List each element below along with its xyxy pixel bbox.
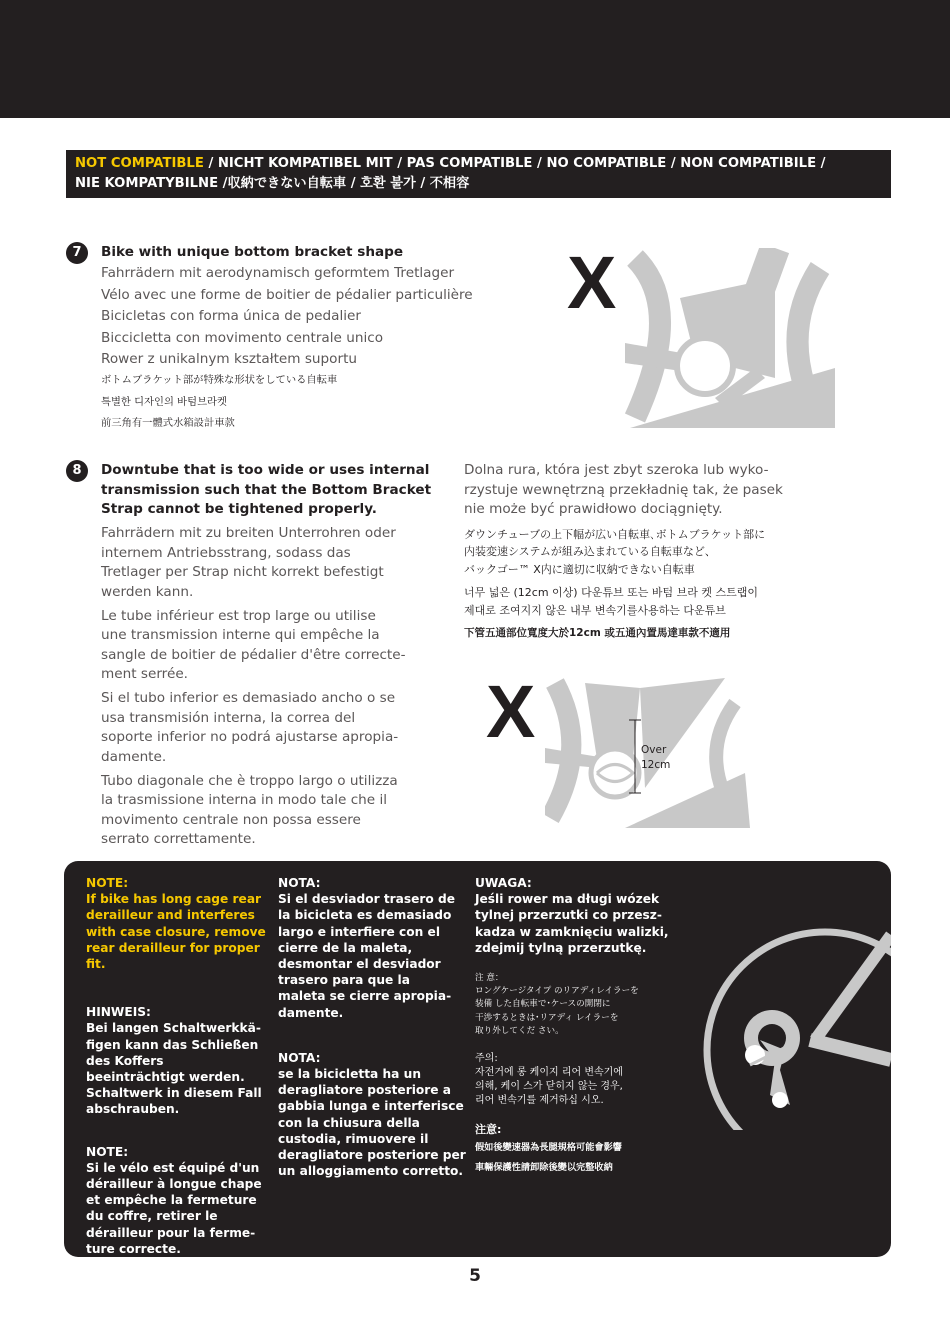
item-7-line-it: Bicciclettа con movimento centrale unico — [101, 329, 384, 346]
note-it — [278, 1050, 468, 1180]
item-8-pl-line: nie może być prawidłowo dociągnięty. — [464, 501, 723, 517]
banner-line2: NIE KOMPATYBILNE /収納できない自転車 / 호환 불가 / 不相容 — [75, 176, 470, 191]
item-7-line-fr: Vélo avec une forme de boitier de pédalier particulière — [101, 286, 473, 303]
item-8-en-line: transmission such that the Bottom Bracket — [101, 481, 432, 498]
note-de — [86, 1004, 276, 1117]
item-8-en-line: Strap cannot be tightened properly. — [101, 501, 377, 517]
note-es-line: largo e interfiere con el — [278, 924, 440, 939]
note-ja-line: 干渉するときは･リアディ レイラーを — [475, 1012, 619, 1023]
item-7-line-en: Bike with unique bottom bracket shape — [101, 244, 404, 260]
note-pl-line: tylnej przerzutki co przesz- — [475, 908, 662, 923]
note-it-line: un alloggiamento corretto. — [278, 1164, 464, 1179]
note-en-line: If bike has long cage rear — [86, 892, 262, 907]
page-number: 5 — [469, 1266, 481, 1286]
item-8-ja — [464, 526, 844, 579]
note-fr — [86, 1144, 276, 1257]
item-8-x-mark: X — [486, 670, 536, 753]
banner-highlight: NOT COMPATIBLE — [75, 156, 204, 171]
item-8-pl-line: rzystuje wewnętrzną przekładnię tak, że pasek — [464, 481, 783, 498]
item-8-ja-line: 内装変速システムが組み込まれている自転車など、 — [464, 545, 716, 558]
header-band — [0, 0, 950, 118]
note-ja-line: 装備 した自転車で･ケースの開閉に — [475, 999, 611, 1010]
item-8-de-line: Fahrrädern mit zu breiten Unterrohren oder — [101, 525, 396, 541]
item-7-line-es: Bicicletas con forma única de pedalier — [101, 308, 362, 325]
item-8-fr — [101, 607, 451, 685]
note-de-title: HINWEIS: — [86, 1005, 151, 1020]
note-it-line: deragliatore posteriore per — [278, 1148, 466, 1163]
note-fr-line: du coffre, retirer le — [86, 1209, 218, 1224]
item-8-it-line: la trasmissione interna in modo tale che il — [101, 792, 388, 808]
note-it-line: con la chiusura della — [278, 1115, 420, 1130]
item-8-text-left — [101, 461, 451, 854]
not-compatible-banner — [66, 150, 891, 198]
notes-column-1 — [86, 875, 276, 1273]
item-7-line-ko: 특별한 디자인의 바텀브라켓 — [101, 395, 227, 408]
measure-label — [641, 743, 670, 773]
note-es — [278, 875, 468, 1021]
item-8-de-line: Tretlager per Strap nicht korrekt befestigt — [101, 564, 384, 580]
item-7-x-mark: X — [567, 241, 617, 324]
note-en-title: NOTE: — [86, 876, 129, 890]
item-7-line-ja: ボトムブラケット部が特殊な形状をしている自転車 — [101, 374, 338, 387]
item-8-ja-line: ダウンチューブの上下幅が広い自転車､ボトムブラケット部に — [464, 527, 766, 541]
item-8-pl — [464, 461, 844, 520]
notes-column-2 — [278, 875, 468, 1195]
note-ko-line: 의해, 케이 스가 닫히지 않는 경우, — [475, 1081, 623, 1093]
note-fr-line: et empêche la fermeture — [86, 1193, 257, 1208]
note-ja-line: ロングケージタイプ のリアディレイラーを — [475, 986, 639, 997]
note-pl-line: Jeśli rower ma długi wózek — [475, 892, 660, 907]
note-zh-title: 注意: — [475, 1123, 502, 1137]
note-fr-title: NOTE: — [86, 1144, 129, 1159]
note-fr-line: ture correcte. — [86, 1241, 181, 1256]
note-fr-line: dérailleur pour la ferme- — [86, 1225, 256, 1240]
item-8-number: 8 — [66, 460, 88, 482]
note-en-line: with case closure, remove — [86, 924, 266, 939]
item-8-ko-line: 제대로 조여지지 않은 내부 변속기를사용하는 다운튜브 — [464, 603, 726, 617]
item-8-ko-line: 너무 넓은 (12cm 이상) 다운튜브 또는 바텀 브라 켓 스트랩이 — [464, 586, 758, 599]
banner-line1: / NICHT KOMPATIBEL MIT / PAS COMPATIBLE / NO COMPATIBLE / NON COMPATIBILE / — [203, 156, 826, 171]
item-8-fr-line: sangle de boitier de pédalier d'être correcte- — [101, 646, 406, 663]
item-8-ja-line: バックゴー™ X内に適切に収納できない自転車 — [464, 562, 695, 576]
item-7-line-de: Fahrrädern mit aerodynamisch geformtem Tretlager — [101, 265, 455, 282]
note-de-line: des Koffers — [86, 1053, 164, 1068]
note-fr-line: dérailleur à longue chape — [86, 1177, 262, 1192]
item-8-en — [101, 461, 451, 520]
item-8-de — [101, 524, 451, 602]
note-it-line: se la bicicletta ha un — [278, 1067, 421, 1082]
measure-label-over: Over — [641, 744, 667, 756]
note-pl-line: zdejmij tylną przerzutkę. — [475, 940, 647, 955]
note-ja-line: 取り外してくだ さい。 — [475, 1025, 564, 1036]
note-zh — [475, 1122, 675, 1178]
note-ko-title: 주의: — [475, 1053, 498, 1065]
note-pl — [475, 875, 675, 956]
note-pl-title: UWAGA: — [475, 876, 532, 890]
item-8-en-line: Downtube that is too wide or uses internal — [101, 462, 430, 478]
item-8-fr-line: ment serrée. — [101, 666, 189, 682]
item-8-ko — [464, 584, 844, 619]
note-ko — [475, 1052, 675, 1108]
note-it-line: custodia, rimuovere il — [278, 1131, 429, 1146]
item-8-fr-line: Le tube inférieur est trop large ou utilise — [101, 607, 376, 624]
note-ko-line: 리어 변속기를 제거하십 시오. — [475, 1095, 604, 1107]
note-es-line: la bicicleta es demasiado — [278, 908, 452, 923]
note-en-line: derailleur and interferes — [86, 908, 255, 923]
note-it-line: deragliatore posteriore a — [278, 1083, 451, 1098]
note-de-line: beeinträchtigt werden. — [86, 1070, 245, 1085]
note-es-line: cierre de la maleta, — [278, 940, 413, 955]
note-en — [86, 875, 276, 972]
note-de-line: abschrauben. — [86, 1102, 180, 1117]
note-fr-line: Si le vélo est équipé d'un — [86, 1160, 260, 1175]
note-en-line: rear derailleur for proper fit. — [86, 940, 260, 972]
item-7-number: 7 — [66, 242, 88, 264]
note-de-line: Bei langen Schaltwerkkä- — [86, 1021, 261, 1036]
item-7-line-pl: Rower z unikalnym kształtem suportu — [101, 351, 358, 368]
note-ja-title: 注 意： — [475, 973, 504, 984]
item-8-zh: 下管五通部位寬度大於12cm 或五通內置馬達車款不適用 — [464, 627, 731, 639]
item-8-it-line: serrato correttamente. — [101, 831, 256, 847]
note-ja — [475, 972, 675, 1038]
item-8-es-line: soporte inferior no podrá ajustarse apropia- — [101, 729, 399, 745]
note-de-line: Schaltwerk in diesem Fall — [86, 1086, 262, 1101]
note-zh-line: 車輛保護性請卸除後變以完整收納 — [475, 1162, 613, 1174]
note-es-line: damente. — [278, 1005, 344, 1020]
measure-label-size: 12cm — [641, 759, 671, 771]
item-8-text-right — [464, 461, 844, 643]
item-8-es-line: Si el tubo inferior es demasiado ancho o se — [101, 690, 396, 706]
item-8-it-line: movimento centrale non possa essere — [101, 811, 361, 828]
item-8-it-line: Tubo diagonale che è troppo largo o utilizza — [101, 772, 398, 789]
note-it-title: NOTA: — [278, 1050, 321, 1065]
note-es-line: maleta se cierre apropia- — [278, 989, 452, 1004]
item-8-es-line: damente. — [101, 748, 167, 765]
note-de-line: figen kann das Schließen — [86, 1037, 259, 1052]
note-es-line: desmontar el desviador — [278, 957, 441, 972]
note-es-line: Si el desviador trasero de — [278, 892, 456, 907]
item-8-de-line: internem Antriebsstrang, sodass das — [101, 544, 351, 561]
note-pl-line: kadza w zamknięciu walizki, — [475, 924, 669, 939]
rear-derailleur-illustration — [680, 920, 891, 1130]
item-8-de-line: werden kann. — [101, 583, 194, 600]
notes-column-3 — [475, 875, 675, 1178]
note-ko-line: 자전거에 롱 케이지 리어 변속기에 — [475, 1067, 623, 1079]
item-7-line-zh: 前三角有一體式水箱設計車款 — [101, 417, 235, 430]
item-8-es-line: usa transmisión interna, la correa del — [101, 709, 356, 726]
item-8-fr-line: une transmission interne qui empêche la — [101, 627, 380, 643]
item-8-es — [101, 689, 451, 767]
item-7-text — [101, 242, 521, 435]
bottom-bracket-illustration — [625, 248, 835, 428]
note-es-line: trasero para que la — [278, 973, 410, 988]
item-8-it — [101, 772, 451, 850]
note-es-title: NOTA: — [278, 876, 321, 890]
note-zh-line: 假如後變速器為長腿規格可能會影響 — [475, 1142, 622, 1154]
item-8-pl-line: Dolna rura, która jest zbyt szeroka lub wyko- — [464, 462, 769, 478]
note-it-line: gabbia lunga e interferisce — [278, 1099, 464, 1114]
